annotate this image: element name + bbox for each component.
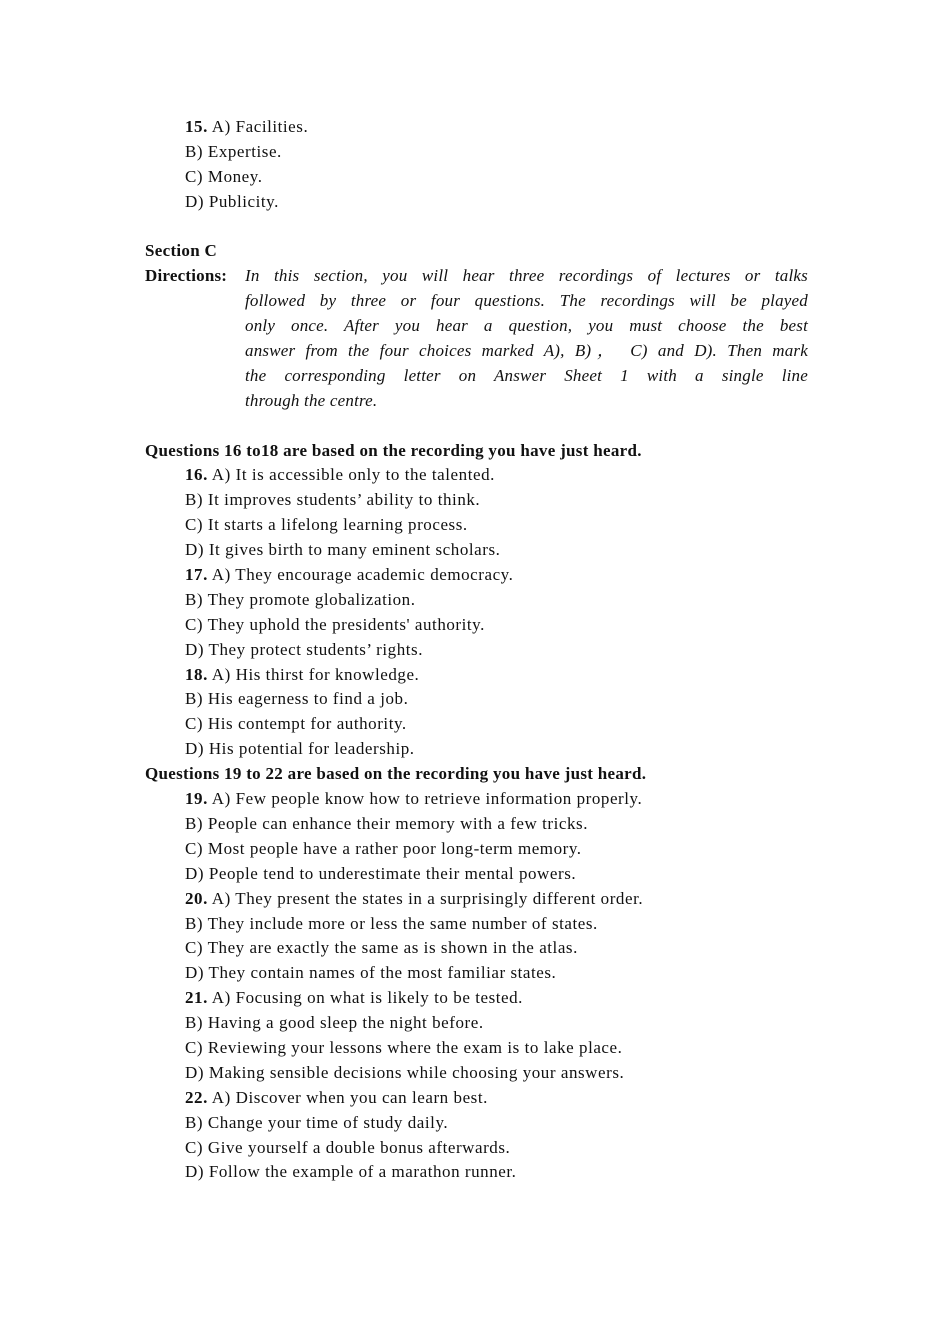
option-text: B) People can enhance their memory with a few tricks.	[185, 813, 589, 833]
option-line	[145, 887, 810, 912]
directions-line: only once. After you hear a question, you must choose the best	[245, 316, 808, 336]
option-line	[145, 961, 810, 986]
option-text: D) People tend to underestimate their mental powers.	[185, 863, 577, 883]
question-number: 21.	[185, 988, 208, 1008]
directions-line: In this section, you will hear three recordings of lectures or talks	[245, 266, 808, 286]
directions-line: answer from the four choices marked A), B)， C) and D). Then mark	[245, 341, 808, 361]
option-line	[145, 862, 810, 887]
option-text: A) Discover when you can learn best.	[211, 1087, 488, 1107]
exam-document	[145, 115, 810, 1185]
question-number: 16.	[185, 465, 208, 485]
option-line	[145, 140, 810, 165]
group-heading: Questions 16 to18 are based on the recording you have just heard.	[145, 440, 642, 460]
option-line	[145, 986, 810, 1011]
option-text: C) Reviewing your lessons where the exam is to lake place.	[185, 1037, 623, 1057]
option-line	[145, 190, 810, 215]
directions-line: the corresponding letter on Answer Sheet 1 with a single line	[245, 365, 808, 385]
option-line	[145, 812, 810, 837]
option-text: A) They encourage academic democracy.	[211, 565, 514, 585]
option-line	[145, 488, 810, 513]
option-text: D) Publicity.	[185, 191, 279, 211]
option-line	[145, 1160, 810, 1185]
question-number: 15.	[185, 117, 208, 136]
option-text: C) Most people have a rather poor long-term memory.	[185, 838, 582, 858]
directions-line: through the centre.	[245, 390, 378, 410]
option-text: B) They include more or less the same number of states.	[185, 913, 598, 933]
option-line	[145, 463, 810, 488]
option-text: B) Change your time of study daily.	[185, 1112, 449, 1132]
option-line	[145, 1011, 810, 1036]
option-line	[145, 712, 810, 737]
option-line	[145, 737, 810, 762]
directions	[145, 264, 810, 413]
option-line	[145, 1036, 810, 1061]
option-text: A) Focusing on what is likely to be tested.	[211, 988, 523, 1008]
question-number: 20.	[185, 888, 208, 908]
option-text: C) Money.	[185, 166, 263, 186]
option-text: C) They are exactly the same as is shown in the atlas.	[185, 938, 578, 958]
option-line	[145, 1086, 810, 1111]
question-number: 18.	[185, 664, 208, 684]
directions-line: followed by three or four questions. The recordings will be played	[245, 291, 808, 311]
option-line	[145, 588, 810, 613]
option-line	[145, 1111, 810, 1136]
option-line	[145, 787, 810, 812]
option-text: D) They protect students’ rights.	[185, 639, 424, 659]
option-line	[145, 687, 810, 712]
option-text: D) His potential for leadership.	[185, 739, 415, 759]
option-text: D) It gives birth to many eminent scholars.	[185, 540, 501, 560]
option-text: D) Follow the example of a marathon runner.	[185, 1162, 517, 1182]
option-line	[145, 1061, 810, 1086]
option-line	[145, 1136, 810, 1161]
option-line	[145, 912, 810, 937]
group-heading: Questions 19 to 22 are based on the recording you have just heard.	[145, 764, 647, 784]
option-text: A) Few people know how to retrieve information properly.	[211, 789, 643, 809]
option-text: A) They present the states in a surprisingly different order.	[211, 888, 644, 908]
option-text: D) They contain names of the most familiar states.	[185, 963, 557, 983]
option-text: C) They uphold the presidents' authority.	[185, 614, 485, 634]
option-line	[145, 613, 810, 638]
option-line	[145, 638, 810, 663]
question-number: 22.	[185, 1087, 208, 1107]
option-line	[145, 936, 810, 961]
option-text: B) His eagerness to find a job.	[185, 689, 409, 709]
question-number: 19.	[185, 789, 208, 809]
option-text: A) Facilities.	[211, 117, 309, 136]
option-text: B) They promote globalization.	[185, 589, 416, 609]
option-text: C) It starts a lifelong learning process.	[185, 515, 468, 535]
option-line	[145, 837, 810, 862]
directions-text	[245, 264, 808, 413]
spacer	[145, 215, 810, 240]
option-text: A) It is accessible only to the talented.	[211, 465, 495, 485]
option-text: B) Having a good sleep the night before.	[185, 1013, 484, 1033]
option-text: A) His thirst for knowledge.	[211, 664, 420, 684]
option-text: B) It improves students’ ability to think.	[185, 490, 481, 510]
question-number: 17.	[185, 565, 208, 585]
option-line	[145, 165, 810, 190]
option-line	[145, 513, 810, 538]
option-line	[145, 563, 810, 588]
option-text: C) His contempt for authority.	[185, 714, 407, 734]
section-title: Section C	[145, 241, 218, 261]
option-line	[145, 538, 810, 563]
option-text: D) Making sensible decisions while choosing your answers.	[185, 1062, 625, 1082]
option-line	[145, 115, 810, 140]
option-text: C) Give yourself a double bonus afterwards.	[185, 1137, 511, 1157]
option-line	[145, 663, 810, 688]
option-text: B) Expertise.	[185, 141, 282, 161]
spacer	[145, 414, 810, 439]
directions-label: Directions:	[145, 266, 228, 286]
